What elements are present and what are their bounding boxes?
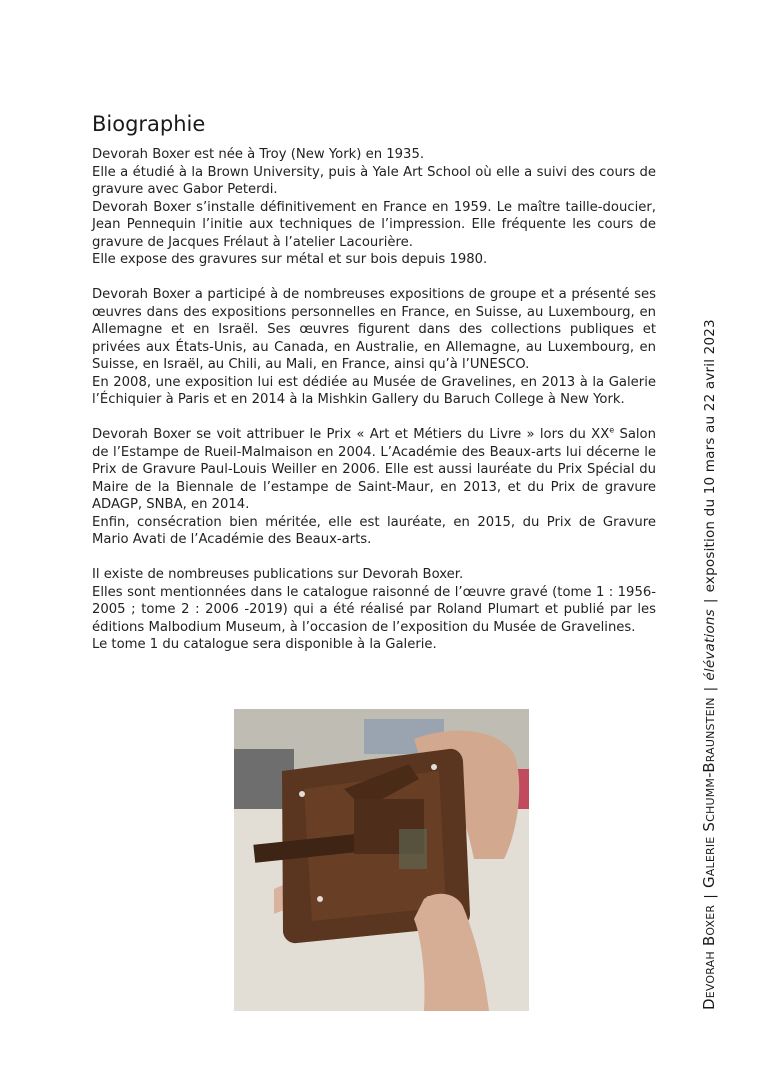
text-line: Devorah Boxer s’installe définitivement en France en 1959. Le maître taille-doucier, Jean Pennequin l’initie aux techniques de l’impression. Elle fréquente les cours de gravure de Jacques Frélaut à l’atelier Lacourière.	[92, 199, 656, 250]
text-line: Le tome 1 du catalogue sera disponible à la Galerie.	[92, 637, 437, 652]
lock-illustration	[234, 709, 529, 1011]
text-line: Elles sont mentionnées dans le catalogue raisonné de l’œuvre gravé (tome 1 : 1956-2005 ; tome 2 : 2006 -2019) qui a été réalisé par Roland Plumart et publié par les éditions Malbodium Museum, à l’occasion de l’exposition du Musée de Gravelines.	[92, 584, 656, 635]
exhibition-dates: exposition du 10 mars au 22 avril 2023	[702, 319, 718, 593]
text-line: En 2008, une exposition lui est dédiée au Musée de Gravelines, en 2013 à la Galerie l’Échiquier à Paris et en 2014 à la Mishkin Gallery du Baruch College à New York.	[92, 374, 656, 407]
text-line: Enfin, consécration bien méritée, elle est lauréate, en 2015, du Prix de Gravure Mario Avati de l’Académie des Beaux-arts.	[92, 514, 656, 547]
paragraph-exhibitions	[92, 286, 656, 409]
text-line: Il existe de nombreuses publications sur Devorah Boxer.	[92, 567, 464, 582]
vertical-side-label	[700, 319, 718, 1010]
exhibition-title: élévations	[702, 609, 718, 681]
separator: |	[702, 894, 718, 899]
screw-hole	[431, 764, 437, 770]
biography-text	[92, 146, 656, 671]
lock-patina	[399, 829, 427, 869]
paragraph-prizes	[92, 426, 656, 549]
text-line	[92, 426, 656, 514]
paragraph-publications	[92, 566, 656, 654]
screw-hole	[317, 896, 323, 902]
photo-rusted-lock	[234, 709, 529, 1011]
text-line: Devorah Boxer a participé à de nombreuses expositions de groupe et a présenté ses œuvres dans des expositions personnelles en France, en Suisse, au Luxembourg, en Allemagne et en Israël. Ses œuvres figurent dans des collections publiques et privées aux États-Unis, au Canada, en Australie, en Allemagne, au Luxembourg, en Suisse, en Israël, au Chili, au Mali, en France, ainsi qu’à l’UNESCO.	[92, 287, 656, 372]
paragraph-early-life	[92, 146, 656, 269]
screw-hole	[299, 791, 305, 797]
separator: |	[702, 686, 718, 692]
gallery-name: Galerie Schumm-Braunstein	[700, 697, 718, 889]
separator: |	[702, 598, 718, 604]
prize-text-a: Devorah Boxer se voit attribuer le Prix « Art et Métiers du Livre » lors du XX	[92, 427, 610, 442]
artist-name: Devorah Boxer	[700, 904, 718, 1010]
prize-text-b: Salon de l’Estampe de Rueil-Malmaison en 2004. L’Académie des Beaux-arts lui décerne le Prix de Gravure Paul-Louis Weiller en 2006. Elle est aussi lauréate du Prix Spécial du Maire de la Biennale de l’estampe de Saint-Maur, en 2013, et du Prix de gravure ADAGP, SNBA, en 2014.	[92, 427, 656, 512]
superscript: e	[609, 425, 615, 435]
text-line: Elle a étudié à la Brown University, puis à Yale Art School où elle a suivi des cours de gravure avec Gabor Peterdi.	[92, 164, 656, 197]
text-line: Elle expose des gravures sur métal et sur bois depuis 1980.	[92, 252, 488, 267]
text-line: Devorah Boxer est née à Troy (New York) en 1935.	[92, 147, 425, 162]
page-title: Biographie	[92, 112, 206, 137]
